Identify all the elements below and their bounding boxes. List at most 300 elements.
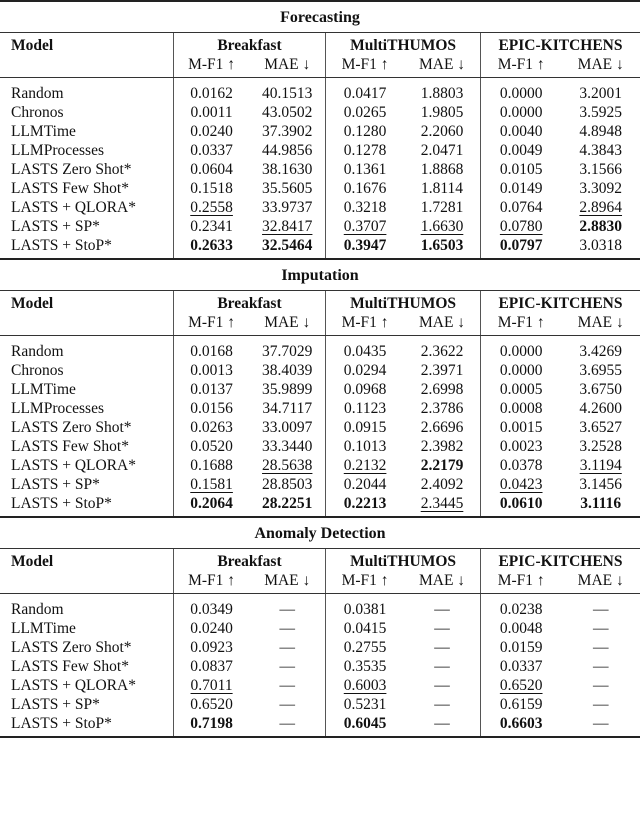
mf1-value — [173, 695, 249, 714]
cell-value: 0.0238 — [499, 601, 543, 618]
table-row — [0, 695, 640, 714]
mf1-value — [480, 236, 561, 259]
section-title-row — [0, 259, 640, 291]
mf1-value — [480, 336, 561, 362]
mae-value — [561, 619, 640, 638]
metric-header-mf1: M-F1 ↑ — [173, 571, 249, 594]
cell-value: 2.0471 — [420, 142, 464, 159]
model-name: Random — [11, 85, 64, 102]
mf1-value — [173, 160, 249, 179]
cell-value: 0.0000 — [499, 343, 543, 360]
model-name: LASTS + QLORA* — [11, 199, 136, 216]
cell-value: 0.5231 — [343, 696, 387, 713]
cell-value: 0.0610 — [499, 495, 543, 512]
metric-header-mae: MAE ↓ — [249, 55, 325, 78]
table-row — [0, 361, 640, 380]
mae-value — [249, 676, 325, 695]
cell-value: 0.2341 — [190, 218, 233, 235]
mae-value — [561, 456, 640, 475]
mf1-value — [173, 122, 249, 141]
table-row — [0, 103, 640, 122]
mf1-value — [326, 437, 404, 456]
metric-header-mf1: M-F1 ↑ — [326, 571, 404, 594]
cell-value: 0.2558 — [190, 199, 233, 216]
cell-value: 2.3786 — [420, 400, 464, 417]
cell-value: 37.3902 — [262, 123, 313, 140]
cell-value: 33.9737 — [262, 199, 313, 216]
cell-value: 0.2064 — [190, 495, 233, 512]
cell-value: 0.6045 — [343, 715, 387, 732]
cell-value: 33.3440 — [262, 438, 313, 455]
mf1-value — [173, 619, 249, 638]
mf1-value — [480, 714, 561, 737]
dataset-header-multithumos: MultiTHUMOS — [326, 291, 481, 314]
cell-value: — — [592, 639, 609, 656]
cell-value: — — [279, 658, 295, 675]
model-column-header: Model — [0, 291, 173, 314]
cell-value: 40.1513 — [262, 85, 313, 102]
mf1-value — [480, 160, 561, 179]
metric-header-mf1: M-F1 ↑ — [326, 55, 404, 78]
mf1-value — [480, 198, 561, 217]
model-name: LLMTime — [11, 381, 76, 398]
metric-header-mf1: M-F1 ↑ — [326, 313, 404, 336]
cell-value: 0.0417 — [343, 85, 387, 102]
dataset-header-row — [0, 33, 640, 56]
mae-value — [404, 361, 480, 380]
mf1-value — [173, 103, 249, 122]
cell-value: 0.0008 — [499, 400, 543, 417]
cell-value: 2.3445 — [420, 495, 464, 512]
model-column-header: Model — [0, 33, 173, 56]
cell-value: 0.0923 — [190, 639, 233, 656]
mae-value — [404, 160, 480, 179]
mae-value — [561, 217, 640, 236]
mf1-value — [480, 619, 561, 638]
cell-value: — — [434, 677, 450, 694]
cell-value: 0.0294 — [343, 362, 387, 379]
mf1-value — [326, 676, 404, 695]
mf1-value — [326, 619, 404, 638]
cell-value: 0.0000 — [499, 104, 543, 121]
mf1-value — [173, 494, 249, 517]
cell-value: 38.4039 — [262, 362, 313, 379]
model-name: LLMProcesses — [11, 142, 104, 159]
cell-value: 0.2633 — [190, 237, 233, 254]
metric-header-row — [0, 571, 640, 594]
cell-value: 3.6527 — [579, 419, 623, 436]
mf1-value — [480, 494, 561, 517]
cell-value: 0.0000 — [499, 85, 543, 102]
cell-value: 0.0013 — [190, 362, 233, 379]
metric-header-mae: MAE ↓ — [561, 571, 640, 594]
cell-value: 0.1361 — [343, 161, 387, 178]
cell-value: 28.5638 — [262, 457, 313, 474]
cell-value: 2.8964 — [579, 199, 623, 216]
mae-value — [404, 657, 480, 676]
section-title-row — [0, 517, 640, 549]
cell-value: 0.0780 — [499, 218, 543, 235]
table-row — [0, 179, 640, 198]
table-row — [0, 676, 640, 695]
table-row — [0, 122, 640, 141]
mf1-value — [173, 78, 249, 104]
mae-value — [249, 160, 325, 179]
mae-value — [561, 179, 640, 198]
cell-value: 4.2600 — [579, 400, 623, 417]
cell-value: — — [279, 620, 295, 637]
dataset-header-breakfast: Breakfast — [173, 33, 325, 56]
mae-value — [561, 78, 640, 104]
cell-value: 0.6603 — [499, 715, 543, 732]
cell-value: 0.2213 — [343, 495, 387, 512]
mae-value — [249, 78, 325, 104]
cell-value: — — [279, 601, 295, 618]
mae-value — [249, 437, 325, 456]
cell-value: 0.0240 — [190, 620, 233, 637]
cell-value: 1.9805 — [420, 104, 464, 121]
mae-value — [404, 695, 480, 714]
mae-value — [249, 456, 325, 475]
mf1-value — [480, 676, 561, 695]
mae-value — [249, 361, 325, 380]
cell-value: — — [592, 715, 609, 732]
mf1-value — [480, 78, 561, 104]
mae-value — [404, 78, 480, 104]
cell-value: 43.0502 — [262, 104, 313, 121]
model-name: Chronos — [11, 104, 64, 121]
metric-header-mf1: M-F1 ↑ — [173, 55, 249, 78]
cell-value: 0.0240 — [190, 123, 233, 140]
metric-header-mf1: M-F1 ↑ — [480, 313, 561, 336]
mf1-value — [326, 399, 404, 418]
mae-value — [561, 141, 640, 160]
model-name: LLMTime — [11, 123, 76, 140]
model-name: LASTS + StoP* — [11, 237, 112, 254]
cell-value: 0.1688 — [190, 457, 233, 474]
mf1-value — [173, 714, 249, 737]
mae-value — [404, 714, 480, 737]
mae-value — [249, 236, 325, 259]
table-row — [0, 336, 640, 362]
mf1-value — [480, 217, 561, 236]
mae-value — [249, 714, 325, 737]
mf1-value — [326, 160, 404, 179]
mf1-value — [173, 437, 249, 456]
cell-value: 35.5605 — [262, 180, 313, 197]
cell-value: — — [279, 715, 295, 732]
cell-value: 1.6630 — [420, 218, 464, 235]
mae-value — [404, 475, 480, 494]
cell-value: 0.0011 — [190, 104, 233, 121]
mf1-value — [326, 475, 404, 494]
cell-value: 28.2251 — [262, 495, 313, 512]
cell-value: 0.0040 — [499, 123, 543, 140]
cell-value: 0.3947 — [343, 237, 387, 254]
mae-value — [249, 695, 325, 714]
cell-value: 0.3218 — [343, 199, 387, 216]
metric-header-row — [0, 55, 640, 78]
model-name: LASTS Few Shot* — [11, 180, 129, 197]
mf1-value — [173, 336, 249, 362]
mf1-value — [480, 475, 561, 494]
mf1-value — [173, 475, 249, 494]
cell-value: — — [434, 639, 450, 656]
table-row — [0, 198, 640, 217]
mae-value — [561, 399, 640, 418]
cell-value: 3.2528 — [579, 438, 623, 455]
cell-value: 2.3971 — [420, 362, 464, 379]
cell-value: 34.7117 — [262, 400, 313, 417]
mae-value — [561, 638, 640, 657]
cell-value: — — [434, 601, 450, 618]
cell-value: 1.6503 — [420, 237, 464, 254]
cell-value: 0.0381 — [343, 601, 387, 618]
model-name: LASTS + SP* — [11, 696, 100, 713]
cell-value: 0.1676 — [343, 180, 387, 197]
mf1-value — [480, 399, 561, 418]
mae-value — [561, 122, 640, 141]
cell-value: 0.0435 — [343, 343, 387, 360]
table-row — [0, 78, 640, 104]
metric-header-row — [0, 313, 640, 336]
model-name: LASTS Few Shot* — [11, 438, 129, 455]
dataset-header-row — [0, 291, 640, 314]
model-name: LASTS + QLORA* — [11, 677, 136, 694]
cell-value: 0.0265 — [343, 104, 387, 121]
cell-value: 0.0520 — [190, 438, 233, 455]
table-row — [0, 217, 640, 236]
mf1-value — [326, 141, 404, 160]
mae-value — [561, 160, 640, 179]
cell-value: 0.0156 — [190, 400, 233, 417]
cell-value: — — [279, 696, 295, 713]
mf1-value — [173, 236, 249, 259]
cell-value: 0.0000 — [499, 362, 543, 379]
mf1-value — [326, 494, 404, 517]
cell-value: 35.9899 — [262, 381, 313, 398]
section-title-row — [0, 1, 640, 33]
cell-value: 0.0023 — [499, 438, 543, 455]
section-title-anomaly-detection: Anomaly Detection — [0, 517, 640, 549]
cell-value: 0.0604 — [190, 161, 233, 178]
cell-value: 0.0837 — [190, 658, 233, 675]
model-name: LASTS + SP* — [11, 476, 100, 493]
cell-value: 4.8948 — [579, 123, 623, 140]
mf1-value — [326, 714, 404, 737]
table-row — [0, 475, 640, 494]
cell-value: 1.8803 — [420, 85, 464, 102]
mae-value — [249, 198, 325, 217]
metric-header-mf1: M-F1 ↑ — [480, 571, 561, 594]
mf1-value — [173, 179, 249, 198]
mae-value — [404, 141, 480, 160]
mf1-value — [173, 638, 249, 657]
cell-value: 32.5464 — [262, 237, 313, 254]
mae-value — [404, 619, 480, 638]
cell-value: 0.0149 — [499, 180, 543, 197]
mae-value — [404, 456, 480, 475]
mae-value — [404, 217, 480, 236]
mf1-value — [480, 437, 561, 456]
model-name: LASTS + StoP* — [11, 495, 112, 512]
mae-value — [404, 638, 480, 657]
mae-value — [249, 179, 325, 198]
metric-header-mf1: M-F1 ↑ — [173, 313, 249, 336]
mf1-value — [480, 122, 561, 141]
cell-value: 0.7198 — [190, 715, 233, 732]
table-row — [0, 380, 640, 399]
mae-value — [404, 494, 480, 517]
dataset-header-breakfast: Breakfast — [173, 291, 325, 314]
mf1-value — [173, 676, 249, 695]
cell-value: 0.2132 — [343, 457, 387, 474]
mae-value — [404, 594, 480, 620]
mf1-value — [480, 594, 561, 620]
cell-value: 3.6750 — [579, 381, 623, 398]
cell-value: 1.8868 — [420, 161, 464, 178]
mf1-value — [173, 418, 249, 437]
table-row — [0, 141, 640, 160]
model-name: LLMProcesses — [11, 400, 104, 417]
table-row — [0, 619, 640, 638]
mae-value — [404, 336, 480, 362]
mae-value — [561, 380, 640, 399]
mae-value — [404, 179, 480, 198]
mf1-value — [326, 236, 404, 259]
cell-value: 0.0048 — [499, 620, 543, 637]
dataset-header-epic-kitchens: EPIC-KITCHENS — [480, 549, 640, 572]
section-title-forecasting: Forecasting — [0, 1, 640, 33]
mae-value — [249, 103, 325, 122]
cell-value: 3.1194 — [579, 457, 622, 474]
dataset-header-epic-kitchens: EPIC-KITCHENS — [480, 33, 640, 56]
cell-value: 0.0415 — [343, 620, 387, 637]
model-name: LASTS + QLORA* — [11, 457, 136, 474]
cell-value: 0.0968 — [343, 381, 387, 398]
cell-value: — — [592, 620, 609, 637]
cell-value: — — [434, 658, 450, 675]
model-name: LASTS Zero Shot* — [11, 161, 132, 178]
metric-header-mae: MAE ↓ — [561, 313, 640, 336]
cell-value: — — [279, 677, 295, 694]
mf1-value — [173, 399, 249, 418]
mf1-value — [326, 695, 404, 714]
mae-value — [249, 141, 325, 160]
cell-value: 0.0168 — [190, 343, 233, 360]
mae-value — [249, 657, 325, 676]
mae-value — [404, 437, 480, 456]
cell-value: — — [592, 677, 609, 694]
cell-value: — — [434, 620, 450, 637]
mae-value — [561, 714, 640, 737]
cell-value: 3.1456 — [579, 476, 623, 493]
mf1-value — [326, 638, 404, 657]
mf1-value — [326, 657, 404, 676]
mae-value — [249, 638, 325, 657]
mf1-value — [326, 456, 404, 475]
table-row — [0, 714, 640, 737]
table-row — [0, 657, 640, 676]
cell-value: 0.0263 — [190, 419, 233, 436]
mf1-value — [173, 141, 249, 160]
cell-value: — — [434, 715, 450, 732]
cell-value: 3.4269 — [579, 343, 623, 360]
cell-value: 28.8503 — [262, 476, 313, 493]
mf1-value — [480, 657, 561, 676]
cell-value: 0.6159 — [499, 696, 543, 713]
mae-value — [561, 676, 640, 695]
cell-value: 44.9856 — [262, 142, 313, 159]
mae-value — [561, 361, 640, 380]
cell-value: 33.0097 — [262, 419, 313, 436]
model-name: LASTS + StoP* — [0, 714, 173, 737]
cell-value: 0.0337 — [499, 658, 543, 675]
mf1-value — [173, 657, 249, 676]
cell-value: 0.1013 — [343, 438, 387, 455]
mf1-value — [480, 103, 561, 122]
cell-value: 0.1581 — [190, 476, 233, 493]
table-row — [0, 456, 640, 475]
cell-value: 3.3092 — [579, 180, 623, 197]
mae-value — [249, 494, 325, 517]
mf1-value — [480, 380, 561, 399]
mae-value — [404, 380, 480, 399]
mae-value — [404, 399, 480, 418]
mae-value — [561, 198, 640, 217]
cell-value: 0.0423 — [499, 476, 543, 493]
table-row — [0, 437, 640, 456]
cell-value: 1.8114 — [420, 180, 464, 197]
cell-value: 0.2044 — [343, 476, 387, 493]
metric-header-mae: MAE ↓ — [404, 313, 480, 336]
mf1-value — [326, 122, 404, 141]
dataset-header-epic-kitchens: EPIC-KITCHENS — [480, 291, 640, 314]
cell-value: 2.8830 — [579, 218, 623, 235]
table-row — [0, 418, 640, 437]
cell-value: 3.0318 — [579, 237, 623, 254]
mf1-value — [326, 380, 404, 399]
model-name: LASTS + SP* — [11, 218, 100, 235]
cell-value: 2.2060 — [420, 123, 464, 140]
dataset-header-breakfast: Breakfast — [173, 549, 325, 572]
cell-value: 3.2001 — [579, 85, 623, 102]
mae-value — [249, 475, 325, 494]
mae-value — [561, 695, 640, 714]
cell-value: 3.6955 — [579, 362, 623, 379]
cell-value: 32.8417 — [262, 218, 313, 235]
mae-value — [404, 198, 480, 217]
cell-value: 2.2179 — [420, 457, 464, 474]
dataset-header-row — [0, 549, 640, 572]
mf1-value — [173, 594, 249, 620]
cell-value: 0.1518 — [190, 180, 233, 197]
metric-header-mae: MAE ↓ — [249, 313, 325, 336]
mf1-value — [480, 456, 561, 475]
mf1-value — [326, 361, 404, 380]
mf1-value — [326, 78, 404, 104]
metric-header-mf1: M-F1 ↑ — [480, 55, 561, 78]
cell-value: 4.3843 — [579, 142, 623, 159]
cell-value: 0.0378 — [499, 457, 543, 474]
mf1-value — [480, 638, 561, 657]
dataset-header-multithumos: MultiTHUMOS — [326, 33, 481, 56]
mae-value — [561, 475, 640, 494]
cell-value: 0.0015 — [499, 419, 543, 436]
model-name: Random — [11, 601, 64, 618]
cell-value: 0.0349 — [190, 601, 233, 618]
mf1-value — [480, 418, 561, 437]
